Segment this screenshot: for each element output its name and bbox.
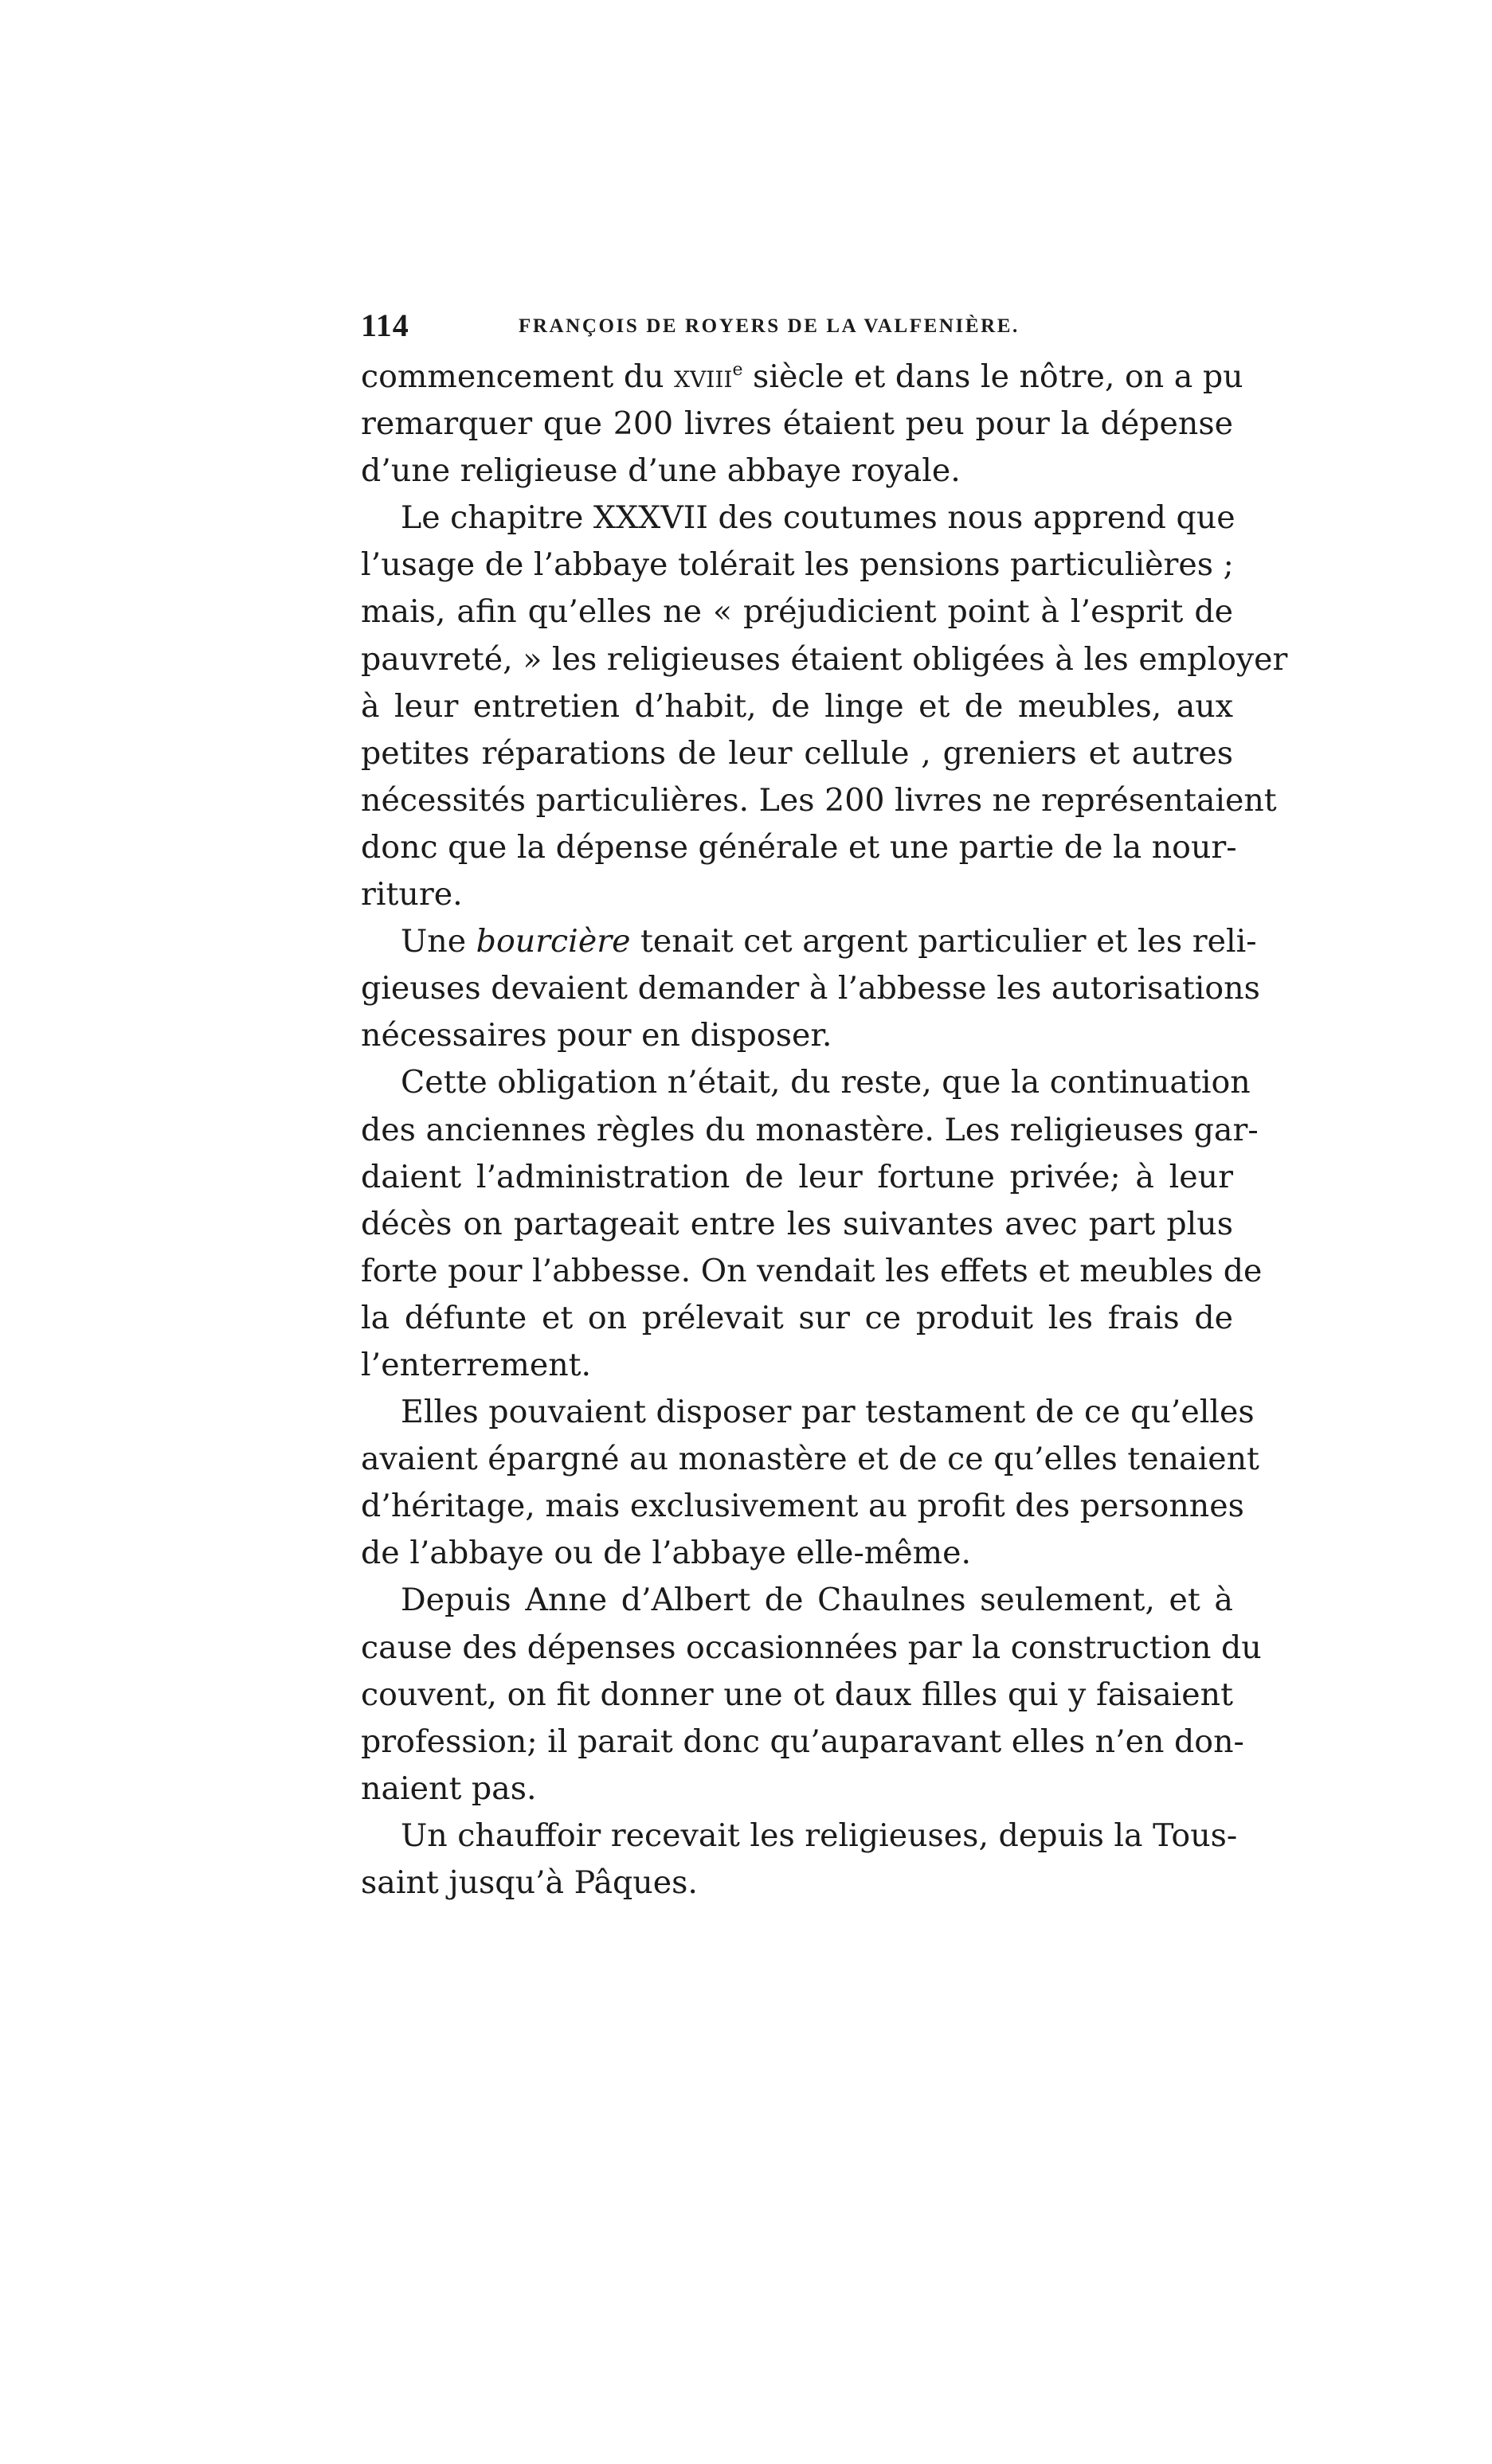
- text-line: donc que la dépense générale et une partie de la nour-: [361, 828, 1237, 866]
- running-title: FRANÇOIS DE ROYERS DE LA VALFENIÈRE.: [519, 315, 1020, 337]
- page-header: [361, 306, 1233, 346]
- text-line: riture.: [361, 876, 463, 913]
- text-line: d’une religieuse d’une abbaye royale.: [361, 452, 961, 490]
- ordinal-superscript: e: [732, 360, 743, 380]
- text-line: forte pour l’abbesse. On vendait les effets et meubles de: [361, 1252, 1263, 1289]
- century-numeral: xviii: [674, 358, 733, 395]
- text-line: nécessités particulières. Les 200 livres ne représentaient: [361, 781, 1277, 819]
- page-number: 114: [361, 307, 409, 343]
- paragraph-start: Depuis Anne d’Albert de Chaulnes seulement, et à: [401, 1582, 1233, 1619]
- text-line: de l’abbaye ou de l’abbaye elle-même.: [361, 1535, 972, 1572]
- text-line: gieuses devaient demander à l’abbesse les autorisations: [361, 970, 1260, 1007]
- text-line: pauvreté, » les religieuses étaient obligées à les employer: [361, 640, 1288, 678]
- paragraph-start: Une bourcière tenait cet argent particulier et les reli-: [401, 923, 1257, 960]
- text-line: d’héritage, mais exclusivement au profit des personnes: [361, 1488, 1244, 1525]
- text-line: la défunte et on prélevait sur ce produit les frais de: [361, 1299, 1233, 1336]
- body-text: [361, 354, 1288, 1907]
- paragraph-start: Un chauffoir recevait les religieuses, depuis la Tous-: [401, 1817, 1238, 1854]
- paragraph-start: Le chapitre XXXVII des coutumes nous apprend que: [401, 499, 1236, 537]
- paragraph-start: Cette obligation n’était, du reste, que la continuation: [401, 1064, 1251, 1101]
- text-line: des anciennes règles du monastère. Les religieuses gar-: [361, 1111, 1259, 1148]
- text-line: l’usage de l’abbaye tolérait les pensions particulières ;: [361, 546, 1234, 584]
- text-line: profession; il parait donc qu’auparavant elles n’en don-: [361, 1723, 1244, 1760]
- text-line: remarquer que 200 livres étaient peu pour la dépense: [361, 405, 1233, 443]
- text-line: cause des dépenses occasionnées par la construction du: [361, 1629, 1262, 1666]
- paragraph-start: Elles pouvaient disposer par testament de ce qu’elles: [401, 1394, 1255, 1431]
- text-line: mais, afin qu’elles ne « préjudicient point à l’esprit de: [361, 593, 1233, 631]
- text-line: saint jusqu’à Pâques.: [361, 1864, 698, 1901]
- text-line: naient pas.: [361, 1770, 537, 1807]
- text-line: décès on partageait entre les suivantes avec part plus: [361, 1205, 1233, 1242]
- text-line: daient l’administration de leur fortune privée; à leur: [361, 1158, 1233, 1195]
- text-line: l’enterrement.: [361, 1346, 592, 1383]
- text-line: à leur entretien d’habit, de linge et de meubles, aux: [361, 687, 1233, 725]
- text-line: nécessaires pour en disposer.: [361, 1017, 832, 1054]
- italic-term: bourcière: [476, 923, 631, 960]
- text-line: commencement du xviii$^e$ siècle et dans le nôtre, on a pu: [361, 358, 1243, 395]
- text-line: avaient épargné au monastère et de ce qu’elles tenaient: [361, 1441, 1259, 1478]
- text-line: couvent, on fit donner une ot daux filles qui y faisaient: [361, 1676, 1233, 1713]
- text-line: petites réparations de leur cellule , greniers et autres: [361, 734, 1233, 772]
